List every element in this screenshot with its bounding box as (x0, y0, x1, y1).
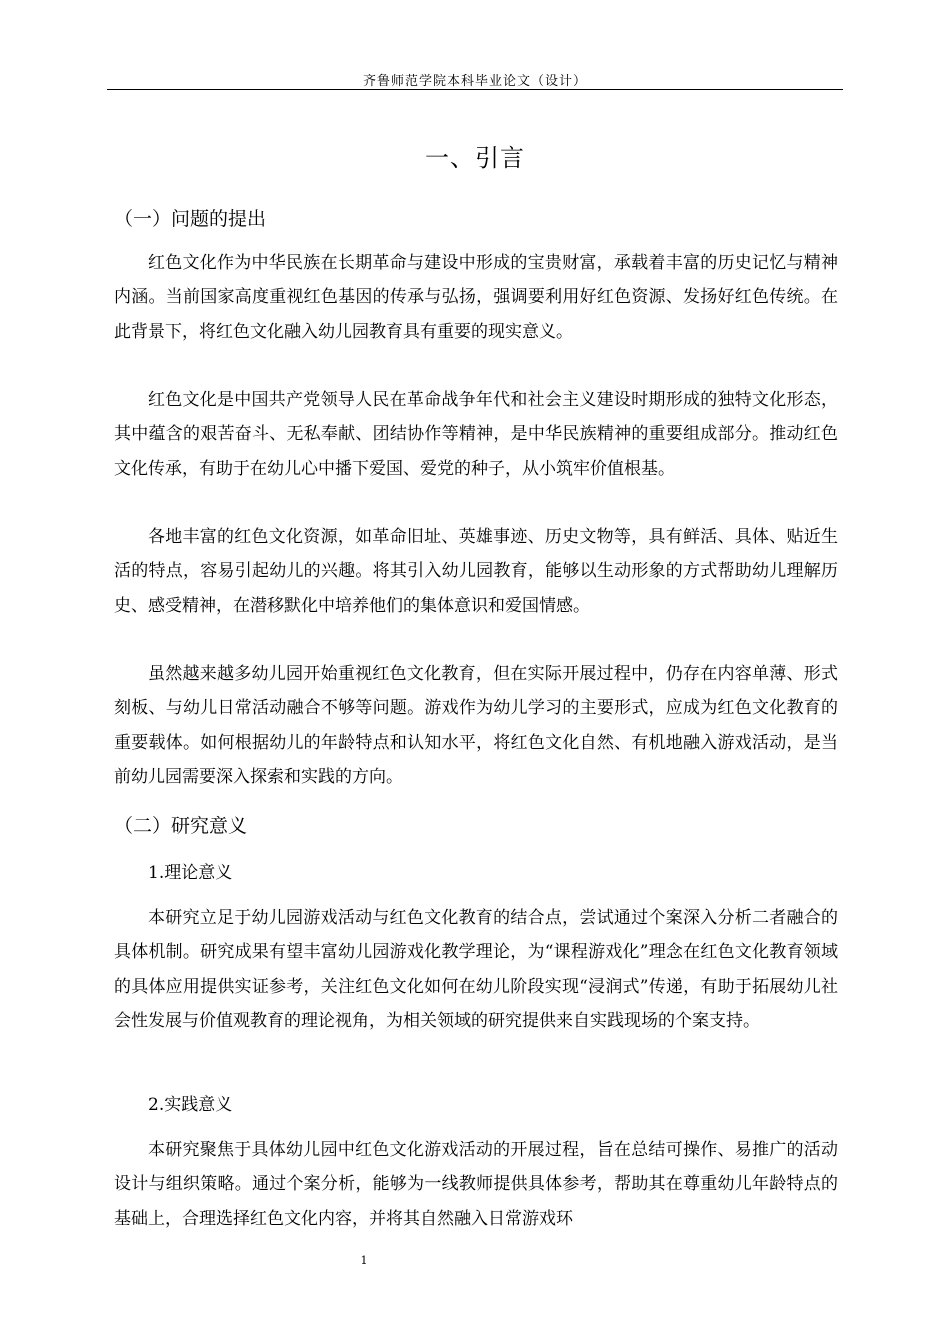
section-title-significance: （二）研究意义 (114, 815, 248, 837)
page-number: 1 (360, 1254, 368, 1267)
paragraph: 各地丰富的红色文化资源，如革命旧址、英雄事迹、历史文物等，具有鲜活、具体、贴近生活的特点，容易引起幼儿的兴趣。将其引入幼儿园教育，能够以生动形象的方式帮助幼儿理解历史、感受精神，在潜移默化中培养他们的集体意识和爱国情感。 (114, 527, 838, 616)
paragraph: 红色文化是中国共产党领导人民在革命战争年代和社会主义建设时期形成的独特文化形态，其中蕴含的艰苦奋斗、无私奉献、团结协作等精神，是中华民族精神的重要组成部分。推动红色文化传承，有助于在幼儿心中播下爱国、爱党的种子，从小筑牢价值根基。 (114, 390, 838, 479)
chapter-title: 一、引言 (425, 144, 525, 172)
subsection-title-practice: 2.实践意义 (148, 1095, 233, 1115)
paragraph: 红色文化作为中华民族在长期革命与建设中形成的宝贵财富，承载着丰富的历史记忆与精神内涵。当前国家高度重视红色基因的传承与弘扬，强调要利用好红色资源、发扬好红色传统。在此背景下，将红色文化融入幼儿园教育具有重要的现实意义。 (114, 253, 838, 342)
section-title-problem: （一）问题的提出 (114, 208, 267, 230)
header-rule (107, 89, 843, 90)
paragraph: 本研究聚焦于具体幼儿园中红色文化游戏活动的开展过程，旨在总结可操作、易推广的活动设计与组织策略。通过个案分析，能够为一线教师提供具体参考，帮助其在尊重幼儿年龄特点的基础上，合理选择红色文化内容，并将其自然融入日常游戏环 (114, 1140, 838, 1229)
paragraph: 虽然越来越多幼儿园开始重视红色文化教育，但在实际开展过程中，仍存在内容单薄、形式刻板、与幼儿日常活动融合不够等问题。游戏作为幼儿学习的主要形式，应成为红色文化教育的重要载体。如何根据幼儿的年龄特点和认知水平，将红色文化自然、有机地融入游戏活动，是当前幼儿园需要深入探索和实践的方向。 (114, 664, 838, 787)
subsection-title-theory: 1.理论意义 (148, 863, 233, 883)
paragraph: 本研究立足于幼儿园游戏活动与红色文化教育的结合点，尝试通过个案深入分析二者融合的具体机制。研究成果有望丰富幼儿园游戏化教学理论，为“课程游戏化”理念在红色文化教育领域的具体应用提供实证参考，关注红色文化如何在幼儿阶段实现“浸润式”传递，有助于拓展幼儿社会性发展与价值观教育的理论视角，为相关领域的研究提供来自实践现场的个案支持。 (114, 908, 838, 1031)
running-header: 齐鲁师范学院本科毕业论文（设计） (362, 74, 587, 89)
